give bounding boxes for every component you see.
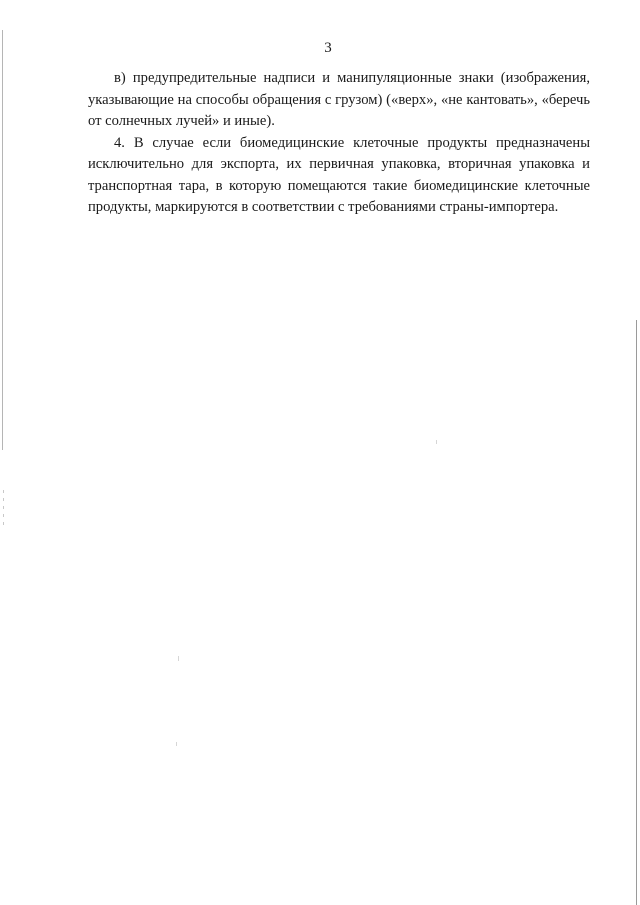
scan-edge-dashes-left [3,490,4,530]
paragraph-export-marking: 4. В случае если биомедицинские клеточные продукты предназначены исключительно для экспорта, их первичная упаковка, вторичная упаковка и транспортная тара, в которую помещаются такие биомедицинские клеточные продукты, маркируются в соответствии с требованиями страны-импортера. [88,134,590,215]
scan-speck [178,656,179,661]
body-text [88,68,590,219]
paragraph-warning-labels: в) предупредительные надписи и манипуляционные знаки (изображения, указывающие на способы обращения с грузом) («верх», «не кантовать», «беречь от солнечных лучей» и иные). [88,70,590,129]
scan-speck [176,742,177,746]
page-number: 3 [324,40,332,56]
scan-speck [436,440,437,444]
scan-edge-line-left [2,30,3,450]
scan-edge-line-right [636,320,637,905]
